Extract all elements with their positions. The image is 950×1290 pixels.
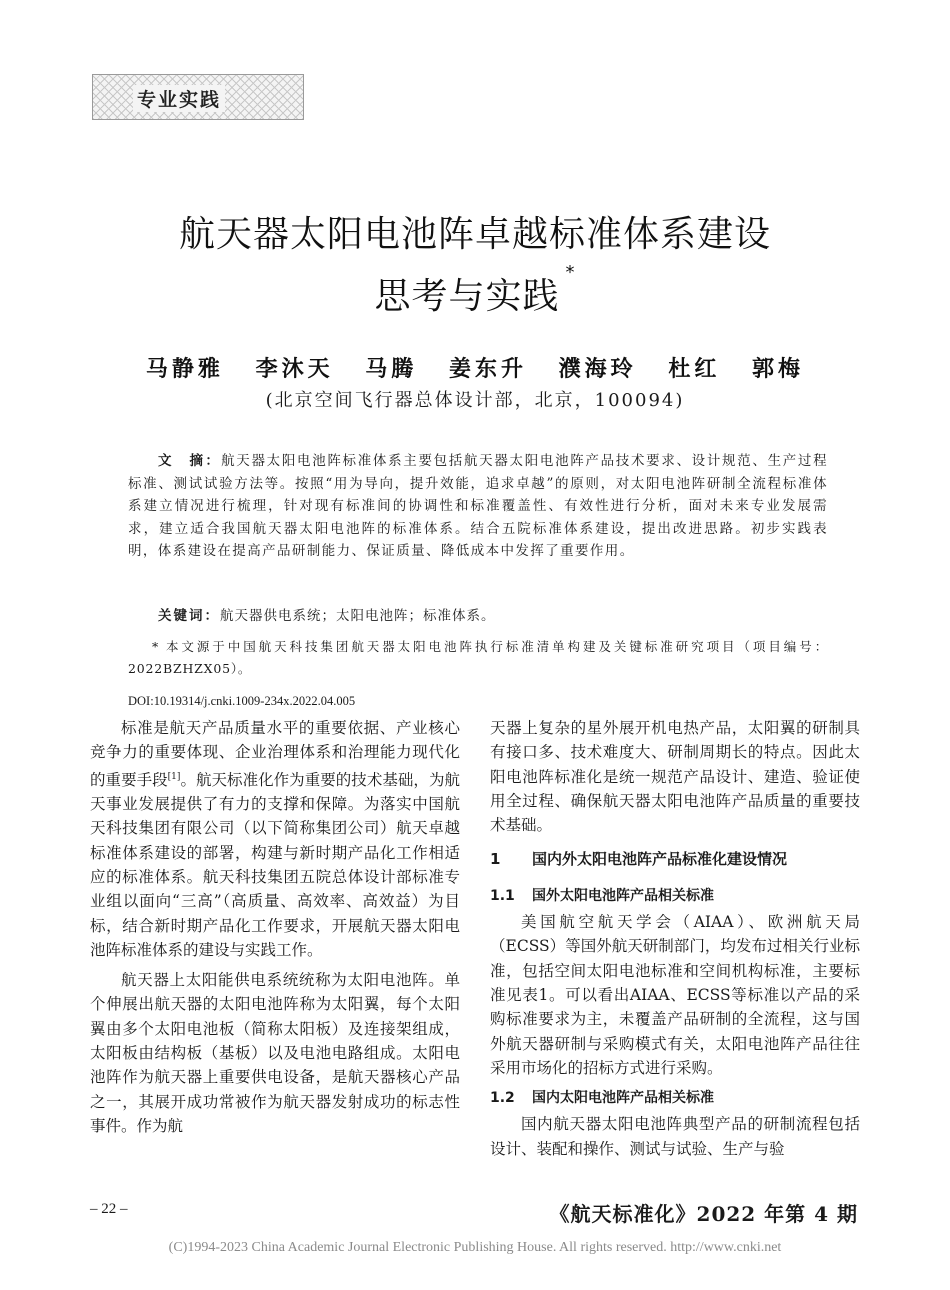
author-list [0, 352, 950, 383]
section-heading-1-1: 1.1 国外太阳电池阵产品相关标准 [490, 887, 714, 904]
keywords [128, 605, 828, 627]
citation-ref[interactable]: [1] [167, 771, 181, 782]
paper-title-text: 思考与实践 [374, 276, 560, 317]
section-tag [92, 74, 304, 120]
paper-title-line1: 航天器太阳电池阵卓越标准体系建设 [178, 214, 771, 255]
section-tag-label: 专业实践 [133, 85, 225, 112]
author: 李沐天 [255, 356, 334, 382]
keywords-label: 关键词： [158, 608, 220, 624]
author: 马静雅 [145, 356, 224, 382]
body-paragraph: 航天器上太阳能供电系统统称为太阳电池阵。单个伸展出航天器的太阳电池阵称为太阳翼，每个太阳翼由多个太阳电池板（简称太阳板）及连接架组成，太阳板由结构板（基板）以及电池电路组成。太阳电池阵作为航天器上重要供电设备，是航天器核心产品之一，其展开成功常被作为航天器发射成功的标志性事件。作为航 [90, 971, 460, 1135]
author: 郭梅 [752, 356, 805, 382]
author: 濮海玲 [558, 356, 637, 382]
author: 姜东升 [448, 356, 527, 382]
funding-note: * 本文源于中国航天科技集团航天器太阳电池阵执行标准清单构建及关键标准研究项目（项目编号：2022BZHZX05）。 [128, 639, 828, 676]
paper-title-line2 [0, 262, 950, 319]
body-column-left [90, 716, 460, 1144]
author: 马腾 [365, 356, 418, 382]
section-heading-1: 1 国内外太阳电池阵产品标准化建设情况 [490, 850, 788, 869]
journal-issue: 《航天标准化》2022 年第 4 期 [549, 1202, 858, 1226]
affiliation: (北京空间飞行器总体设计部，北京，100094) [265, 390, 685, 411]
abstract-text: 航天器太阳电池阵标准体系主要包括航天器太阳电池阵产品技术要求、设计规范、生产过程标准、测试试验方法等。按照“用为导向，提升效能，追求卓越”的原则，对太阳电池阵研制全流程标准体系建立情况进行梳理，针对现有标准间的协调性和标准覆盖性、有效性进行分析，面对未来专业发展需求，建立适合我国航天器太阳电池阵的标准体系。结合五院标准体系建设，提出改进思路。初步实践表明，体系建设在提高产品研制能力、保证质量、降低成本中发挥了重要作用。 [128, 453, 829, 559]
author: 杜红 [668, 356, 721, 382]
title-footnote-mark: * [565, 262, 576, 283]
copyright-notice: (C)1994-2023 China Academic Journal Electronic Publishing House. All rights reserved. http://www.cnki.net [168, 1240, 782, 1255]
body-paragraph: 国内航天器太阳电池阵典型产品的研制流程包括设计、装配和操作、测试与试验、生产与验 [490, 1115, 860, 1158]
doi: DOI:10.19314/j.cnki.1009-234x.2022.04.005 [128, 694, 356, 708]
abstract [128, 450, 828, 563]
keywords-text: 航天器供电系统；太阳电池阵；标准体系。 [220, 608, 496, 624]
body-paragraph: 美国航空航天学会（AIAA）、欧洲航天局（ECSS）等国外航天研制部门，均发布过相关行业标准，包括空间太阳电池标准和空间机构标准，主要标准见表1。可以看出AIAA、ECSS等标准以产品的采购标准要求为主，未覆盖产品研制的全流程，这与国外航天器研制与采购模式有关，太阳电池阵产品往往采用市场化的招标方式进行采购。 [490, 913, 860, 1077]
body-paragraph: 天器上复杂的星外展开机电热产品，太阳翼的研制具有接口多、技术难度大、研制周期长的特点。因此太阳电池阵标准化是统一规范产品设计、建造、验证使用全过程、确保航天器太阳电池阵产品质量的重要技术基础。 [490, 719, 860, 835]
page-number: – 22 – [90, 1201, 128, 1217]
body-paragraph: 标准是航天产品质量水平的重要依据、产业核心竞争力的重要体现、企业治理体系和治理能力现代化的重要手段[1]。航天标准化作为重要的技术基础，为航天事业发展提供了有力的支撑和保障。为落实中国航天科技集团有限公司（以下简称集团公司）航天卓越标准体系建设的部署，构建与新时期产品化工作相适应的标准体系。航天科技集团五院总体设计部标准专业组以面向“三高”（高质量、高效率、高效益）为目标，结合新时期产品化工作要求，开展航天器太阳电池阵标准体系的建设与实践工作。 [90, 719, 460, 959]
abstract-label: 文 摘： [158, 453, 222, 469]
body-column-right [490, 716, 860, 1167]
section-heading-1-2: 1.2 国内太阳电池阵产品相关标准 [490, 1090, 714, 1107]
